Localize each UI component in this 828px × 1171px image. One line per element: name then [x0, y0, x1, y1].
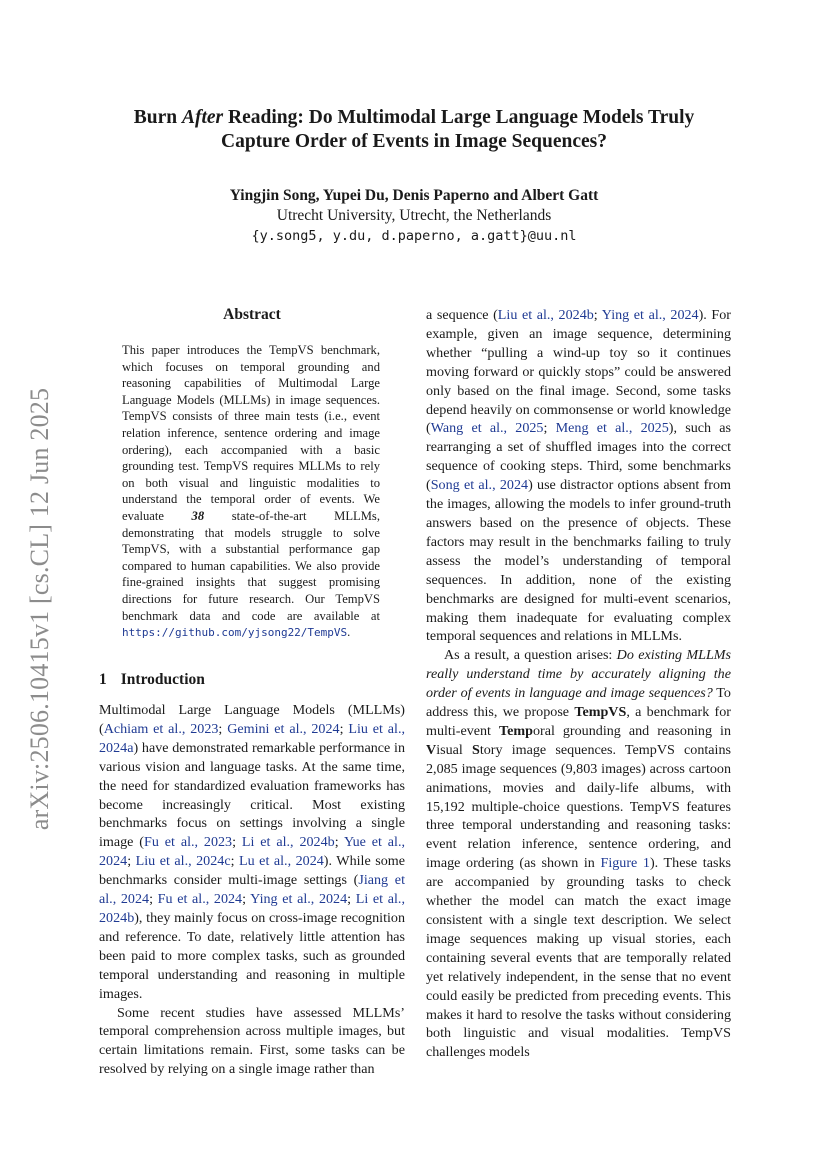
affiliation: Utrecht University, Utrecht, the Netherlands: [276, 207, 552, 224]
section-title: Introduction: [120, 671, 205, 688]
paper-title: [80, 106, 748, 154]
citation-link[interactable]: Song et al., 2024: [430, 477, 529, 494]
citation-link[interactable]: Liu et al., 2024b: [497, 307, 594, 323]
citation-link[interactable]: Yue et al., 2024: [99, 834, 406, 870]
intro-paragraph-3: As a result, a question arises: Do existing MLLMs really understand time by accurately aligning the order of events in language and image sequences? To address this, we propose TempVS, a benchmark for multi-event Temporal grounding and reasoning in Visual Story image sequences. TempVS contains 2,085 image sequences (9,803 images) across cartoon animations, movies and daily-life albums, with 15,192 multiple-choice questions. TempVS features three temporal understanding and reasoning tasks: event relation inference, sentence ordering, and image ordering (as shown in Figure 1). These tasks are accompanied by grounding tasks to check whether the model can match the exact image consistent with a single text description. We select image sequences making up visual stories, each containing several events that are temporally related yet relatively independent, in the sense that no event could easily be predicted from preceding events. This makes it hard to resolve the tasks without considering both linguistic and visual modalities. TempVS challenges models: [426, 647, 732, 1061]
arxiv-id-stamp: arXiv:2506.10415v1 [cs.CL] 12 Jun 2025: [25, 387, 54, 831]
section-heading-introduction: [99, 671, 205, 689]
citation-link[interactable]: Meng et al., 2025: [555, 420, 669, 437]
intro-paragraph-2-continued: a sequence (Liu et al., 2024b; Ying et al., 2024). For example, given an image sequence, determining whether “pulling a wind-up toy so it continues moving forward or quickly stops” could be answered only based on the final image. Second, some tasks depend heavily on commonsense or world knowledge (Wang et al., 2025; Meng et al., 2025), such as rearranging a set of shuffled images into the correct sequence of cooking steps. Third, some benchmarks (Song et al., 2024) use distractor options absent from the images, allowing the models to infer ground-truth answers based on the presence of objects. These factors may result in the benchmarks failing to truly assess the model’s understanding of temporal sequences. In addition, none of the existing benchmarks are designed for multi-event scenarios, making them inadequate for evaluating complex temporal sequences and relations in MLLMs.: [426, 307, 732, 645]
citation-link[interactable]: Wang et al., 2025: [430, 420, 544, 437]
citation-link[interactable]: Ying et al., 2024: [601, 307, 699, 323]
repository-link[interactable]: https://github.com/yjsong22/TempVS: [122, 626, 348, 640]
right-column: [426, 306, 731, 1062]
citation-link[interactable]: Jiang et al., 2024: [99, 872, 405, 908]
left-column: [99, 701, 405, 1079]
title-line-1: Burn After Reading: Do Multimodal Large Language Models Truly: [133, 107, 695, 128]
section-number: 1: [99, 671, 107, 688]
figure-reference-link[interactable]: Figure 1: [600, 855, 650, 872]
citation-link[interactable]: Liu et al., 2024c: [135, 853, 231, 870]
citation-link[interactable]: Li et al., 2024b: [99, 891, 405, 926]
citation-link[interactable]: Li et al., 2024b: [241, 834, 335, 851]
citation-link[interactable]: Achiam et al., 2023: [103, 720, 219, 737]
citation-link[interactable]: Liu et al., 2024a: [99, 720, 405, 756]
abstract-body: This paper introduces the TempVS benchmark, which focuses on temporal grounding and reasoning capabilities of Multimodal Large Language Models (MLLMs) in image sequences. TempVS consists of three main tests (i.e., event relation inference, sentence ordering and image ordering), each accompanied with a basic grounding test. TempVS requires MLLMs to rely on both visual and linguistic modalities to understand the temporal order of events. We evaluate 38 state-of-the-art MLLMs, demonstrating that models struggle to solve TempVS, with a substantial performance gap compared to human capabilities. We also provide fine-grained insights that suggest promising directions for future research. Our TempVS benchmark data and code are available at https://github.com/yjsong22/TempVS.: [122, 343, 380, 640]
citation-link[interactable]: Fu et al., 2024: [157, 891, 243, 908]
intro-paragraph-2: Some recent studies have assessed MLLMs’ temporal comprehension across multiple images, but certain limitations remain. First, some tasks can be resolved by relying on a single image rather than: [99, 1004, 405, 1078]
title-line-2: Capture Order of Events in Image Sequences?: [220, 131, 608, 152]
citation-link[interactable]: Lu et al., 2024: [239, 853, 324, 870]
citation-link[interactable]: Ying et al., 2024: [250, 891, 348, 908]
intro-paragraph-1: Multimodal Large Language Models (MLLMs) (Achiam et al., 2023; Gemini et al., 2024; Liu et al., 2024a) have demonstrated remarkable performance in various vision and language tasks. At the same time, the need for standardized evaluation frameworks has become increasingly critical. Most existing benchmarks focus on settings involving a single image (Fu et al., 2023; Li et al., 2024b; Yue et al., 2024; Liu et al., 2024c; Lu et al., 2024). While some benchmarks consider multi-image settings (Jiang et al., 2024; Fu et al., 2024; Ying et al., 2024; Li et al., 2024b), they mainly focus on cross-image recognition and reference. To date, relatively little attention has been paid to more complex tasks, such as grounded temporal understanding and reasoning in multiple images.: [99, 702, 406, 1002]
author-list: Yingjin Song, Yupei Du, Denis Paperno and Albert Gatt: [229, 187, 599, 204]
abstract-heading: Abstract: [223, 306, 281, 323]
arxiv-sidebar: [22, 368, 58, 850]
author-email: {y.song5, y.du, d.paperno, a.gatt}@uu.nl: [251, 228, 577, 244]
citation-link[interactable]: Fu et al., 2023: [144, 834, 233, 851]
citation-link[interactable]: Gemini et al., 2024: [227, 720, 340, 737]
